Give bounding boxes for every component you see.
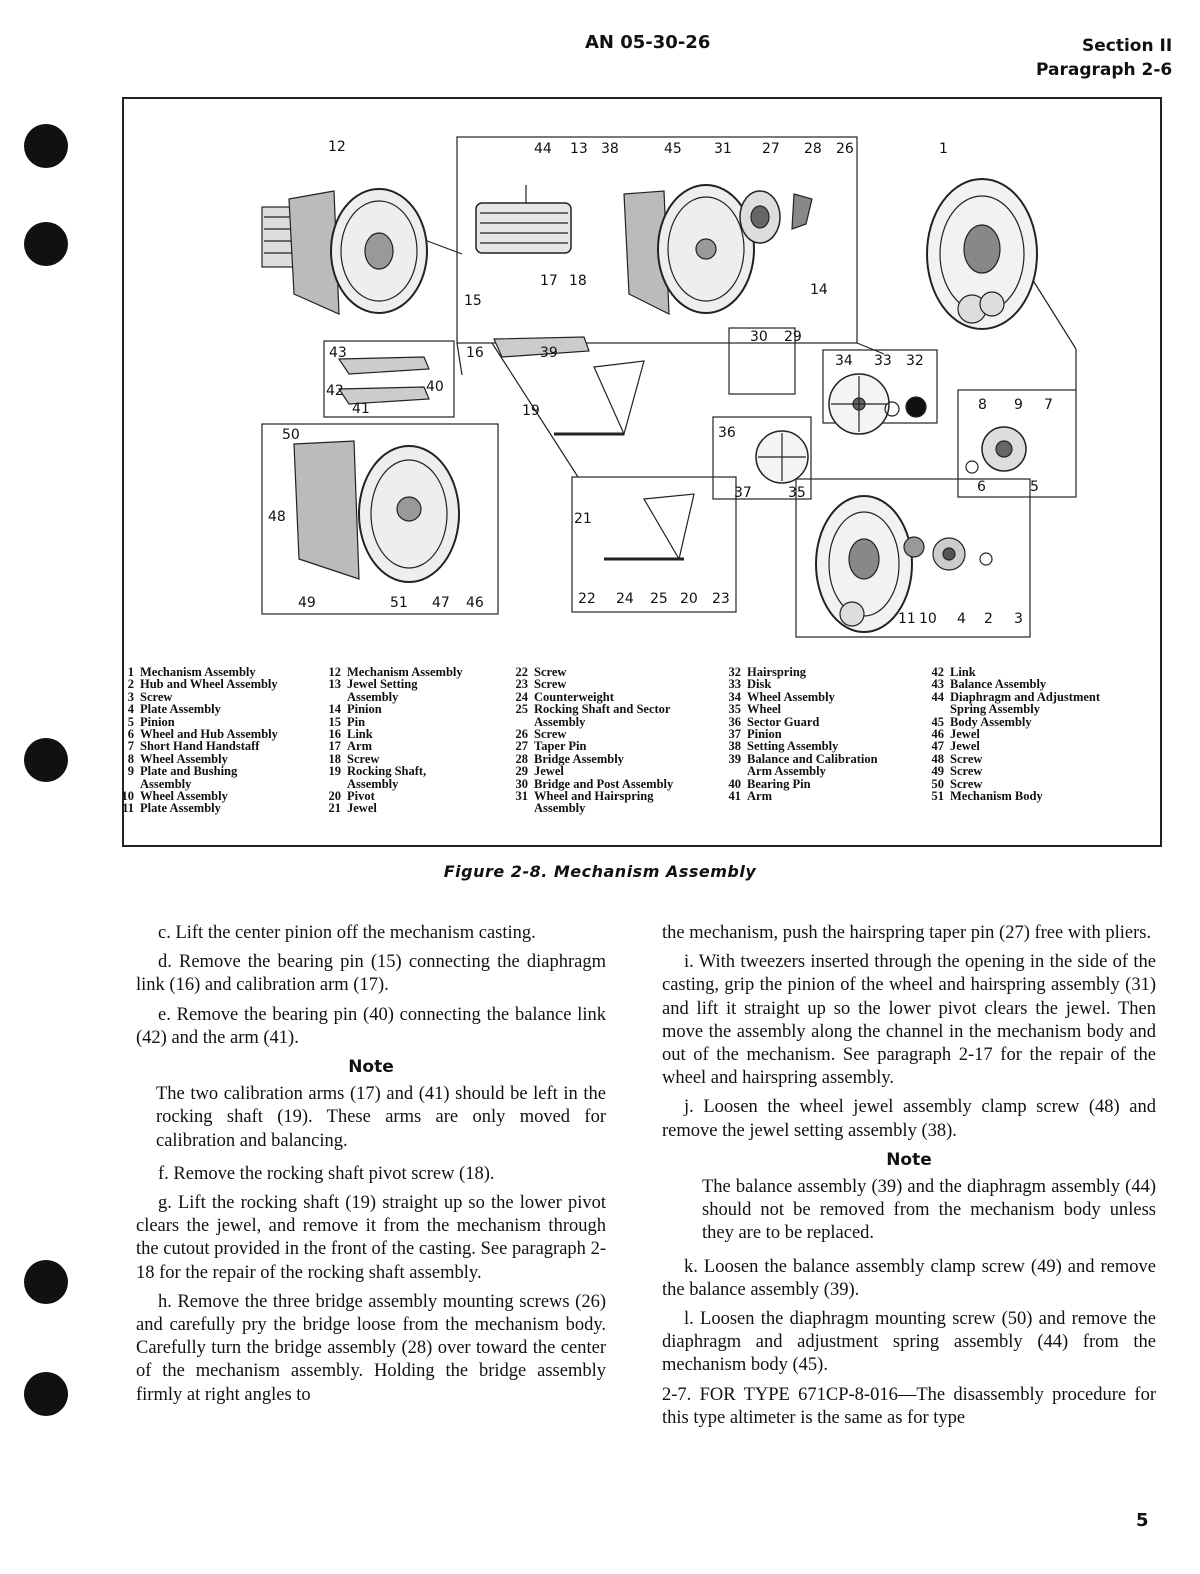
figure-callout: 37 bbox=[734, 485, 752, 501]
text-column-right bbox=[662, 922, 1156, 1436]
step-c: c. Lift the center pinion off the mechanism casting. bbox=[158, 923, 536, 943]
figure-callout: 43 bbox=[329, 345, 347, 361]
legend-item: 2 Hub and Wheel Assembly bbox=[127, 677, 278, 692]
figure-callout: 1 bbox=[939, 141, 948, 157]
legend-column-5 bbox=[924, 666, 1100, 802]
legend-item: 18 Screw bbox=[328, 751, 380, 766]
figure-callout: 30 bbox=[750, 329, 768, 345]
legend-item: 27 Taper Pin bbox=[515, 739, 587, 754]
legend-item: 20 Pivot bbox=[328, 789, 375, 804]
figure-callout: 26 bbox=[836, 141, 854, 157]
figure-callout: 38 bbox=[601, 141, 619, 157]
legend-item: 14 Pinion bbox=[328, 702, 382, 717]
legend-item: 28 Bridge Assembly bbox=[515, 751, 624, 766]
figure-callout: 42 bbox=[326, 383, 344, 399]
note-text: The balance assembly (39) and the diaphragm assembly (44) should not be removed from the mechanism body unless they are to be replaced. bbox=[702, 1177, 1156, 1244]
figure-callout: 34 bbox=[835, 353, 853, 369]
legend-item: 13 Jewel Setting bbox=[328, 677, 418, 692]
legend-column-3 bbox=[508, 666, 673, 815]
legend-item: 23 Screw bbox=[515, 677, 567, 692]
legend-item: 21 Jewel bbox=[328, 801, 377, 816]
legend-item: 47 Jewel bbox=[931, 739, 980, 754]
figure-callout: 16 bbox=[466, 345, 484, 361]
figure-callout: 15 bbox=[464, 293, 482, 309]
figure-callout: 13 bbox=[570, 141, 588, 157]
figure-callout: 44 bbox=[534, 141, 552, 157]
step-l: l. Loosen the diaphragm mounting screw (50) and remove the diaphragm and adjustment spring assembly (44) from the mechanism body (45). bbox=[662, 1309, 1156, 1376]
binder-hole bbox=[24, 222, 68, 266]
figure-callout: 35 bbox=[788, 485, 806, 501]
figure-callout: 10 bbox=[919, 611, 937, 627]
legend-column-2 bbox=[321, 666, 463, 815]
legend-column-1 bbox=[114, 666, 278, 815]
step-d: d. Remove the bearing pin (15) connecting the diaphragm link (16) and calibration arm (17). bbox=[136, 952, 606, 996]
figure-callout: 40 bbox=[426, 379, 444, 395]
figure-callout: 29 bbox=[784, 329, 802, 345]
legend-item: 37 Pinion bbox=[728, 727, 782, 742]
legend-item: 40 Bearing Pin bbox=[728, 776, 811, 791]
legend-item: 50 Screw bbox=[931, 776, 983, 791]
legend-item: 4 Plate Assembly bbox=[127, 702, 221, 717]
figure-callout: 9 bbox=[1014, 397, 1023, 413]
figure-callout: 7 bbox=[1044, 397, 1053, 413]
figure-callout: 27 bbox=[762, 141, 780, 157]
legend-item: 51 Mechanism Body bbox=[931, 789, 1043, 804]
figure-callout: 8 bbox=[978, 397, 987, 413]
legend-item: 1 Mechanism Assembly bbox=[127, 665, 256, 679]
legend-item: 11 Plate Assembly bbox=[122, 801, 221, 816]
legend-item: 46 Jewel bbox=[931, 727, 980, 742]
step-f: f. Remove the rocking shaft pivot screw (18). bbox=[158, 1163, 495, 1184]
binder-hole bbox=[24, 1260, 68, 1304]
figure-callout: 3 bbox=[1014, 611, 1023, 627]
legend-item: 45 Body Assembly bbox=[931, 714, 1032, 729]
binder-hole bbox=[24, 124, 68, 168]
figure-callout: 36 bbox=[718, 425, 736, 441]
step-e: e. Remove the bearing pin (40) connecting the balance link (42) and the arm (41). bbox=[136, 1004, 606, 1048]
legend-item: 9 Plate and Bushing bbox=[127, 764, 238, 779]
document-number: AN 05-30-26 bbox=[585, 32, 711, 53]
figure-callout: 46 bbox=[466, 595, 484, 611]
figure-callout: 32 bbox=[906, 353, 924, 369]
legend-item: 24 Counterweight bbox=[515, 689, 614, 704]
figure-callout: 41 bbox=[352, 401, 370, 417]
step-i: i. With tweezers inserted through the opening in the side of the casting, grip the pinion of the wheel and hairspring assembly (31) and lift it straight up so the lower pivot clears the jewel. Then move the assembly along the channel in the mechanism body and out of the mechanism. See paragraph 2-17 for the repair of the wheel and hairspring assembly. bbox=[662, 952, 1156, 1089]
legend-item: 8 Wheel Assembly bbox=[127, 751, 228, 766]
figure-callout: 12 bbox=[328, 139, 346, 155]
note-heading: Note bbox=[886, 1149, 932, 1170]
legend-item: Arm Assembly bbox=[747, 764, 826, 779]
legend-item: Assembly bbox=[534, 801, 586, 816]
step-h-continued: the mechanism, push the hairspring taper pin (27) free with pliers. bbox=[662, 923, 1152, 943]
figure-callout: 5 bbox=[1030, 479, 1039, 495]
legend-item: 30 Bridge and Post Assembly bbox=[515, 776, 674, 791]
figure-callout: 45 bbox=[664, 141, 682, 157]
figure-callout: 48 bbox=[268, 509, 286, 525]
legend-item: 15 Pin bbox=[328, 714, 366, 729]
legend-item: 32 Hairspring bbox=[728, 665, 807, 679]
figure-callout: 18 bbox=[569, 273, 587, 289]
legend-item: 38 Setting Assembly bbox=[728, 739, 839, 754]
figure-callout: 51 bbox=[390, 595, 408, 611]
step-k: k. Loosen the balance assembly clamp screw (49) and remove the balance assembly (39). bbox=[662, 1256, 1156, 1300]
legend-item: 43 Balance Assembly bbox=[931, 677, 1047, 692]
figure-callout: 4 bbox=[957, 611, 966, 627]
figure-callout: 24 bbox=[616, 591, 634, 607]
figure-callout: 11 bbox=[898, 611, 916, 627]
figure-callout: 21 bbox=[574, 511, 592, 527]
legend-item: Assembly bbox=[347, 689, 399, 704]
figure-callout: 25 bbox=[650, 591, 668, 607]
text-column-left bbox=[136, 922, 606, 1413]
legend-item: 22 Screw bbox=[515, 665, 567, 679]
legend-item: 39 Balance and Calibration bbox=[728, 751, 878, 766]
figure-callout: 19 bbox=[522, 403, 540, 419]
figure-callout: 28 bbox=[804, 141, 822, 157]
figure-callout: 14 bbox=[810, 282, 828, 298]
figure-callout: 33 bbox=[874, 353, 892, 369]
figure-callout: 49 bbox=[298, 595, 316, 611]
legend-item: 36 Sector Guard bbox=[728, 714, 820, 729]
figure-callout: 20 bbox=[680, 591, 698, 607]
note-text: The two calibration arms (17) and (41) should be left in the rocking shaft (19). These arms are only moved for calibration and balancing. bbox=[156, 1084, 606, 1151]
legend-item: 44 Diaphragm and Adjustment bbox=[931, 689, 1101, 704]
figure-callout: 31 bbox=[714, 141, 732, 157]
page-number: 5 bbox=[1136, 1510, 1149, 1531]
legend-item: 29 Jewel bbox=[515, 764, 564, 779]
legend-item: Assembly bbox=[347, 776, 399, 791]
paragraph-label: Paragraph 2-6 bbox=[1036, 60, 1173, 80]
figure-callout: 47 bbox=[432, 595, 450, 611]
legend-item: 49 Screw bbox=[931, 764, 983, 779]
figure-callout: 17 bbox=[540, 273, 558, 289]
figure-caption: Figure 2-8. Mechanism Assembly bbox=[443, 862, 757, 881]
step-j: j. Loosen the wheel jewel assembly clamp screw (48) and remove the jewel setting assembly (38). bbox=[662, 1097, 1156, 1141]
legend-item: 7 Short Hand Handstaff bbox=[127, 739, 260, 754]
legend-item: 19 Rocking Shaft, bbox=[328, 764, 427, 779]
note-heading: Note bbox=[348, 1057, 394, 1078]
figure-callout: 23 bbox=[712, 591, 730, 607]
binder-hole bbox=[24, 1372, 68, 1416]
legend-item: 33 Disk bbox=[728, 677, 772, 692]
legend-item: 5 Pinion bbox=[127, 714, 175, 729]
legend-column-4 bbox=[721, 666, 878, 802]
legend-item: Assembly bbox=[534, 714, 586, 729]
section-label: Section II bbox=[1082, 36, 1173, 56]
figure-callout: 39 bbox=[540, 345, 558, 361]
legend-item: 6 Wheel and Hub Assembly bbox=[127, 727, 278, 742]
legend-item: 35 Wheel bbox=[728, 702, 782, 717]
legend-item: 42 Link bbox=[931, 665, 976, 679]
legend-item: 10 Wheel Assembly bbox=[121, 789, 228, 804]
step-h: h. Remove the three bridge assembly mounting screws (26) and carefully pry the bridge loose from the mechanism body. Carefully turn the bridge assembly (28) over toward the center of the mechanism assembly. Holding the bridge assembly firmly at right angles to bbox=[136, 1291, 606, 1405]
legend-item: 31 Wheel and Hairspring bbox=[515, 789, 654, 804]
legend-item: 34 Wheel Assembly bbox=[728, 689, 835, 704]
legend-item: 48 Screw bbox=[931, 751, 983, 766]
legend-item: 17 Arm bbox=[328, 739, 372, 754]
paragraph-2-7: 2-7. FOR TYPE 671CP-8-016—The disassembly procedure for this type altimeter is the same as for type bbox=[662, 1384, 1156, 1428]
legend-item: Assembly bbox=[140, 776, 192, 791]
binder-hole bbox=[24, 738, 68, 782]
legend-item: 26 Screw bbox=[515, 727, 567, 742]
step-g: g. Lift the rocking shaft (19) straight up so the lower pivot clears the jewel, and remove it from the mechanism through the cutout provided in the front of the casting. See paragraph 2-18 for the repair of the rocking shaft assembly. bbox=[136, 1193, 606, 1283]
legend-item: 41 Arm bbox=[728, 789, 772, 804]
figure-callout: 6 bbox=[977, 479, 986, 495]
legend-item: Spring Assembly bbox=[950, 702, 1040, 717]
legend-item: 16 Link bbox=[328, 727, 373, 742]
exploded-view-illustration bbox=[124, 99, 1160, 659]
figure-callout: 50 bbox=[282, 427, 300, 443]
figure-callout: 22 bbox=[578, 591, 596, 607]
legend-item: 12 Mechanism Assembly bbox=[328, 665, 463, 679]
legend-item: 25 Rocking Shaft and Sector bbox=[515, 702, 671, 717]
legend-item: 3 Screw bbox=[127, 689, 173, 704]
figure-callout: 2 bbox=[984, 611, 993, 627]
